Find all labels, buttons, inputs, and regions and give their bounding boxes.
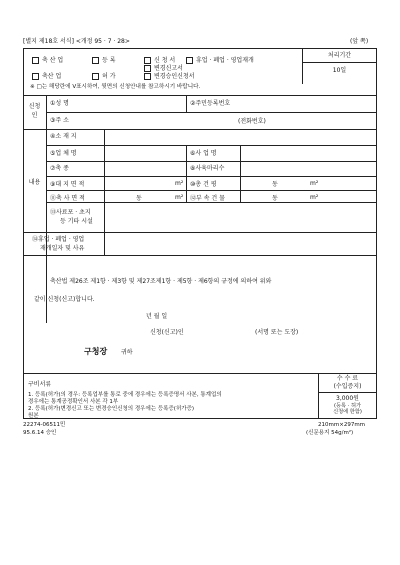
checkbox-register[interactable]: 등 록 [92, 57, 116, 64]
total-area-label: ⑩총 건 평 [190, 181, 217, 188]
checkbox-closure[interactable]: 휴업 · 폐업 · 영업재개 [186, 57, 254, 64]
livestock-type-label: ⑦축 종 [50, 165, 69, 172]
form-code: 22274-06511민 [23, 422, 66, 428]
checkbox-icon[interactable] [32, 57, 39, 64]
frame-right [376, 48, 377, 418]
recipient-title: 구청장 [84, 347, 108, 356]
document-item: 2. 등록(허가)변경신고 또는 변경승인신청의 경우에는 등록증(허가증) [28, 406, 195, 412]
mid-divider-2 [240, 145, 241, 202]
row-line [46, 112, 377, 113]
total-area-unit: m² [310, 180, 319, 187]
row-line [46, 129, 377, 130]
checkbox-icon[interactable] [32, 73, 39, 80]
signature-hint: (서명 또는 도장) [255, 329, 299, 336]
paper-size: 210mm×297mm [318, 422, 366, 428]
frame-top [23, 48, 377, 49]
row-line [46, 145, 377, 146]
checkbox-change-approval[interactable]: 변경승인신청서 [144, 73, 195, 80]
frame-bottom [23, 418, 377, 419]
fee-divider-h [318, 392, 377, 393]
document-item: 1. 등록(허가)의 경우: 등록업부를 통로 중에 경우에는 등록증명서 사본, 통계업의 [28, 392, 222, 398]
processing-period-label: 처리기간 [327, 52, 352, 59]
checkbox-icon[interactable] [144, 73, 151, 80]
checkbox-icon[interactable] [92, 57, 99, 64]
row-line [23, 255, 377, 256]
barn-area-unit: m² [175, 194, 184, 201]
document-item: 원본 [28, 413, 39, 419]
legal-statement-1: 축산법 제26조 제1항 · 제3항 및 제27조제1항 · 제5항 · 제6항의 규정에 의하여 위와 [50, 278, 272, 285]
closure-label: ⑭휴업 · 폐업 · 영업 재개일자 및 사유 [32, 236, 85, 252]
site-area-unit: m² [175, 180, 184, 187]
sub-building-label: ⑫부 속 건 물 [190, 195, 225, 202]
document-item: 경우에는 통계공정확인서 사본 각 1부 [28, 399, 119, 405]
checkbox-icon[interactable] [92, 73, 99, 80]
row-line [46, 190, 377, 191]
sub-building-unit: m² [310, 194, 319, 201]
form-number: [별지 제18호 서식] <개정 95 · 7 · 28> [23, 38, 130, 45]
facilities-label: ⑬사료포 · 초지 등 기타 시설 [50, 209, 93, 225]
name-label: ①성 명 [50, 100, 69, 107]
facility-name-label: ⑤업 체 명 [50, 150, 77, 157]
barn-area-label: ⑪축 사 면 적 [50, 195, 85, 202]
signature-label: 신청(신고)인 [150, 329, 184, 336]
recipient-suffix: 귀하 [121, 349, 133, 356]
page-side-label: (앞 쪽) [350, 38, 369, 45]
checkbox-livestock-2[interactable]: 축산 업 [32, 73, 61, 80]
mid-divider [186, 145, 187, 202]
processing-divider-h [302, 62, 377, 63]
fee-note: (등록 · 허가 신청에 한함) [333, 403, 362, 416]
instruction-note: ※ □는 해당란에 V표시하여, 뒷면의 신청안내를 참고하시기 바랍니다. [30, 84, 201, 90]
approval-date: 95.6.14 승인 [23, 430, 57, 436]
address-label: ③주 소 [50, 117, 69, 124]
sub-building-dong: 동 [272, 195, 278, 202]
rrn-label: ②주민등록번호 [190, 100, 231, 107]
fee-amount: 3,000원 [336, 395, 359, 402]
paper-type: (신문용지 54g/m²) [306, 430, 354, 436]
checkbox-change-report[interactable]: 변경신고서 [144, 65, 183, 72]
location-label: ④소 재 지 [50, 133, 77, 140]
barn-area-dong: 동 [136, 195, 142, 202]
fee-title: 수 수 료 (수입증지) [333, 375, 362, 390]
total-area-dong: 동 [272, 181, 278, 188]
row-divider [186, 95, 187, 112]
closure-divider [104, 232, 105, 255]
checkbox-icon[interactable] [186, 57, 193, 64]
site-area-label: ⑨대 지 면 적 [50, 181, 85, 188]
applicant-section-label: 신청 인 [28, 103, 41, 119]
business-type-label: ⑥사 업 명 [190, 150, 217, 157]
row-line [23, 232, 377, 233]
row-line [46, 202, 377, 203]
applicant-top [23, 95, 377, 96]
row-line [46, 161, 377, 162]
checkbox-icon[interactable] [144, 57, 151, 64]
documents-top [23, 373, 377, 374]
checkbox-application[interactable]: 신 청 서 [144, 57, 175, 64]
section-line [23, 129, 46, 130]
checkbox-icon[interactable] [144, 65, 151, 72]
legal-statement-2: 같이 신청(신고)합니다. [34, 296, 95, 303]
content-section-label: 내용 [28, 179, 41, 186]
head-count-label: ⑧사육마리수 [190, 165, 225, 172]
documents-title: 구비서류 [28, 381, 52, 388]
checkbox-livestock[interactable]: 축 산 업 [32, 57, 63, 64]
checkbox-permit[interactable]: 허 가 [92, 73, 116, 80]
processing-period-value: 10일 [332, 67, 347, 74]
date-line: 년 월 일 [146, 313, 168, 320]
phone-label: (전화번호) [238, 118, 266, 125]
row-line [46, 176, 377, 177]
